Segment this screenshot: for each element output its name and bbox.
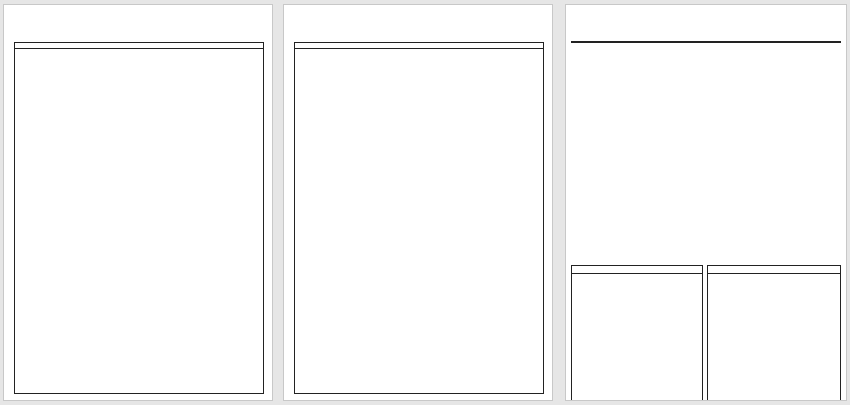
order-grid (294, 42, 544, 394)
order-grid (14, 42, 264, 394)
team-order-table (571, 41, 841, 43)
page-team (565, 4, 847, 401)
grid-header (295, 43, 543, 49)
page-boys-individual (283, 4, 553, 401)
schedule-box (571, 265, 703, 401)
notes-header (708, 266, 840, 274)
schedule-header (572, 266, 702, 274)
page-girls-individual (3, 4, 273, 401)
notes-box (707, 265, 841, 401)
grid-header (15, 43, 263, 49)
